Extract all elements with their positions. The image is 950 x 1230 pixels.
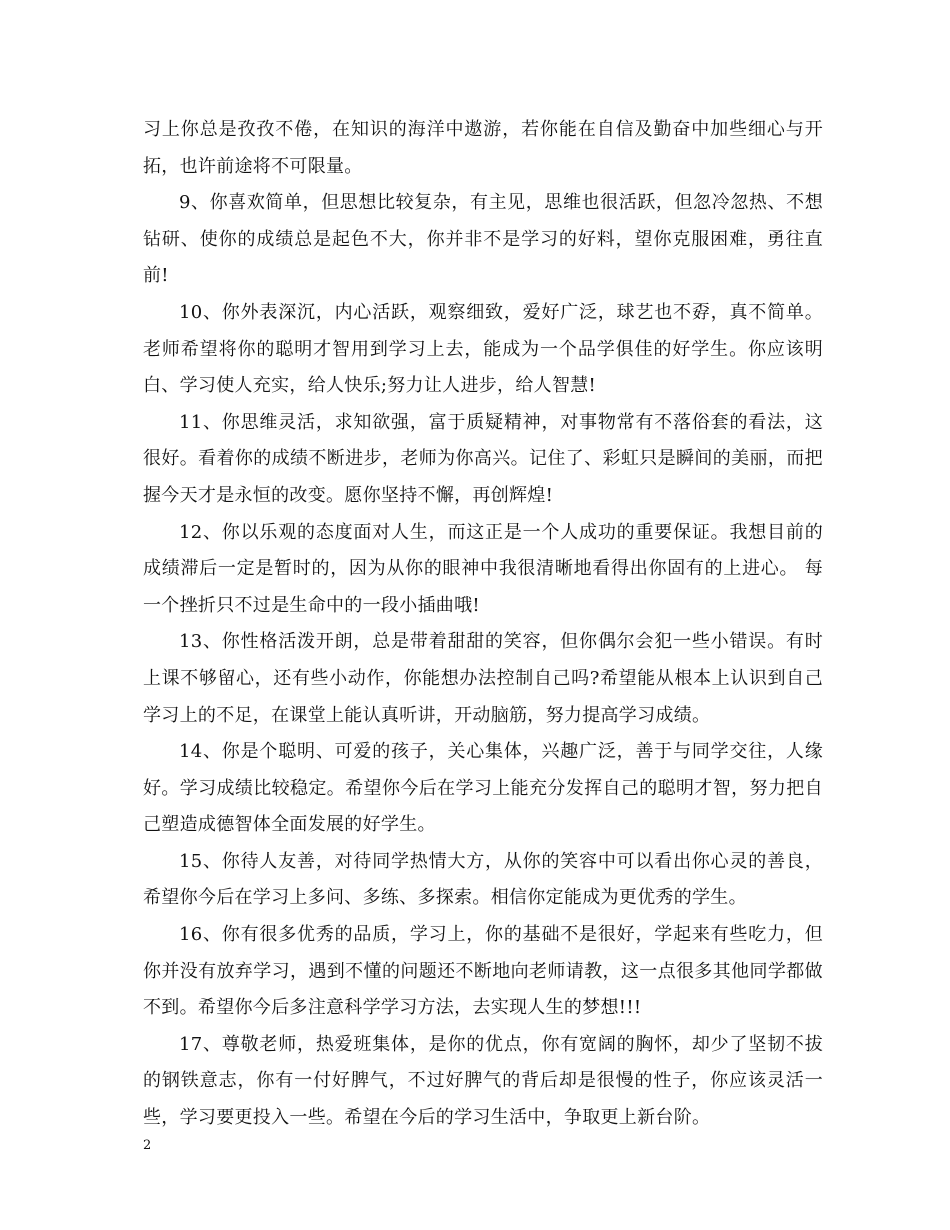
paragraph-item-11: 11、你思维灵活，求知欲强，富于质疑精神，对事物常有不落俗套的看法，这很好。看着你的成绩不断进步，老师为你高兴。记住了、彩虹只是瞬间的美丽，而把握今天才是永恒的改变。愿你坚持不懈，再创辉煌! <box>143 411 823 506</box>
paragraph-item-15: 15、你待人友善，对待同学热情大方，从你的笑容中可以看出你心灵的善良，希望你今后在学习上多问、多练、多探索。相信你定能成为更优秀的学生。 <box>143 850 823 909</box>
paragraph-item-14: 14、你是个聪明、可爱的孩子，关心集体，兴趣广泛，善于与同学交往，人缘好。学习成绩比较稳定。希望你今后在学习上能充分发挥自己的聪明才智，努力把自己塑造成德智体全面发展的好学生。 <box>143 741 823 836</box>
page-number: 2 <box>143 1138 152 1153</box>
paragraph-item-12: 12、你以乐观的态度面对人生，而这正是一个人成功的重要保证。我想目前的成绩滞后一定是暂时的，因为从你的眼神中我很清晰地看得出你固有的上进心。 每一个挫折只不过是生命中的一段小插曲哦! <box>143 521 823 616</box>
paragraph-item-17: 17、尊敬老师，热爱班集体，是你的优点，你有宽阔的胸怀，却少了坚韧不拔的钢铁意志，你有一付好脾气，不过好脾气的背后却是很慢的性子，你应该灵活一些，学习要更投入一些。希望在今后的学习生活中，争取更上新台阶。 <box>143 1033 823 1129</box>
paragraph-item-9: 9、你喜欢简单，但思想比较复杂，有主见，思维也很活跃，但忽冷忽热、不想钻研、使你的成绩总是起色不大，你并非不是学习的好料，望你克服困难，勇往直前! <box>143 192 823 287</box>
paragraph-continuation: 习上你总是孜孜不倦，在知识的海洋中遨游，若你能在自信及勤奋中加些细心与开拓，也许前途将不可限量。 <box>143 119 823 177</box>
paragraph-item-13: 13、你性格活泼开朗，总是带着甜甜的笑容，但你偶尔会犯一些小错误。有时上课不够留心，还有些小动作，你能想办法控制自己吗?希望能从根本上认识到自己学习上的不足，在课堂上能认真听讲，开动脑筋，努力提高学习成绩。 <box>143 631 823 726</box>
document-body <box>143 112 823 1137</box>
paragraph-item-16: 16、你有很多优秀的品质，学习上，你的基础不是很好，学起来有些吃力，但你并没有放弃学习，遇到不懂的问题还不断地向老师请教，这一点很多其他同学都做不到。希望你今后多注意科学学习方法，去实现人生的梦想!!! <box>143 924 823 1019</box>
paragraph-item-10: 10、你外表深沉，内心活跃，观察细致，爱好广泛，球艺也不孬，真不简单。老师希望将你的聪明才智用到学习上去，能成为一个品学俱佳的好学生。你应该明白、学习使人充实，给人快乐;努力让人进步，给人智慧! <box>143 301 823 397</box>
